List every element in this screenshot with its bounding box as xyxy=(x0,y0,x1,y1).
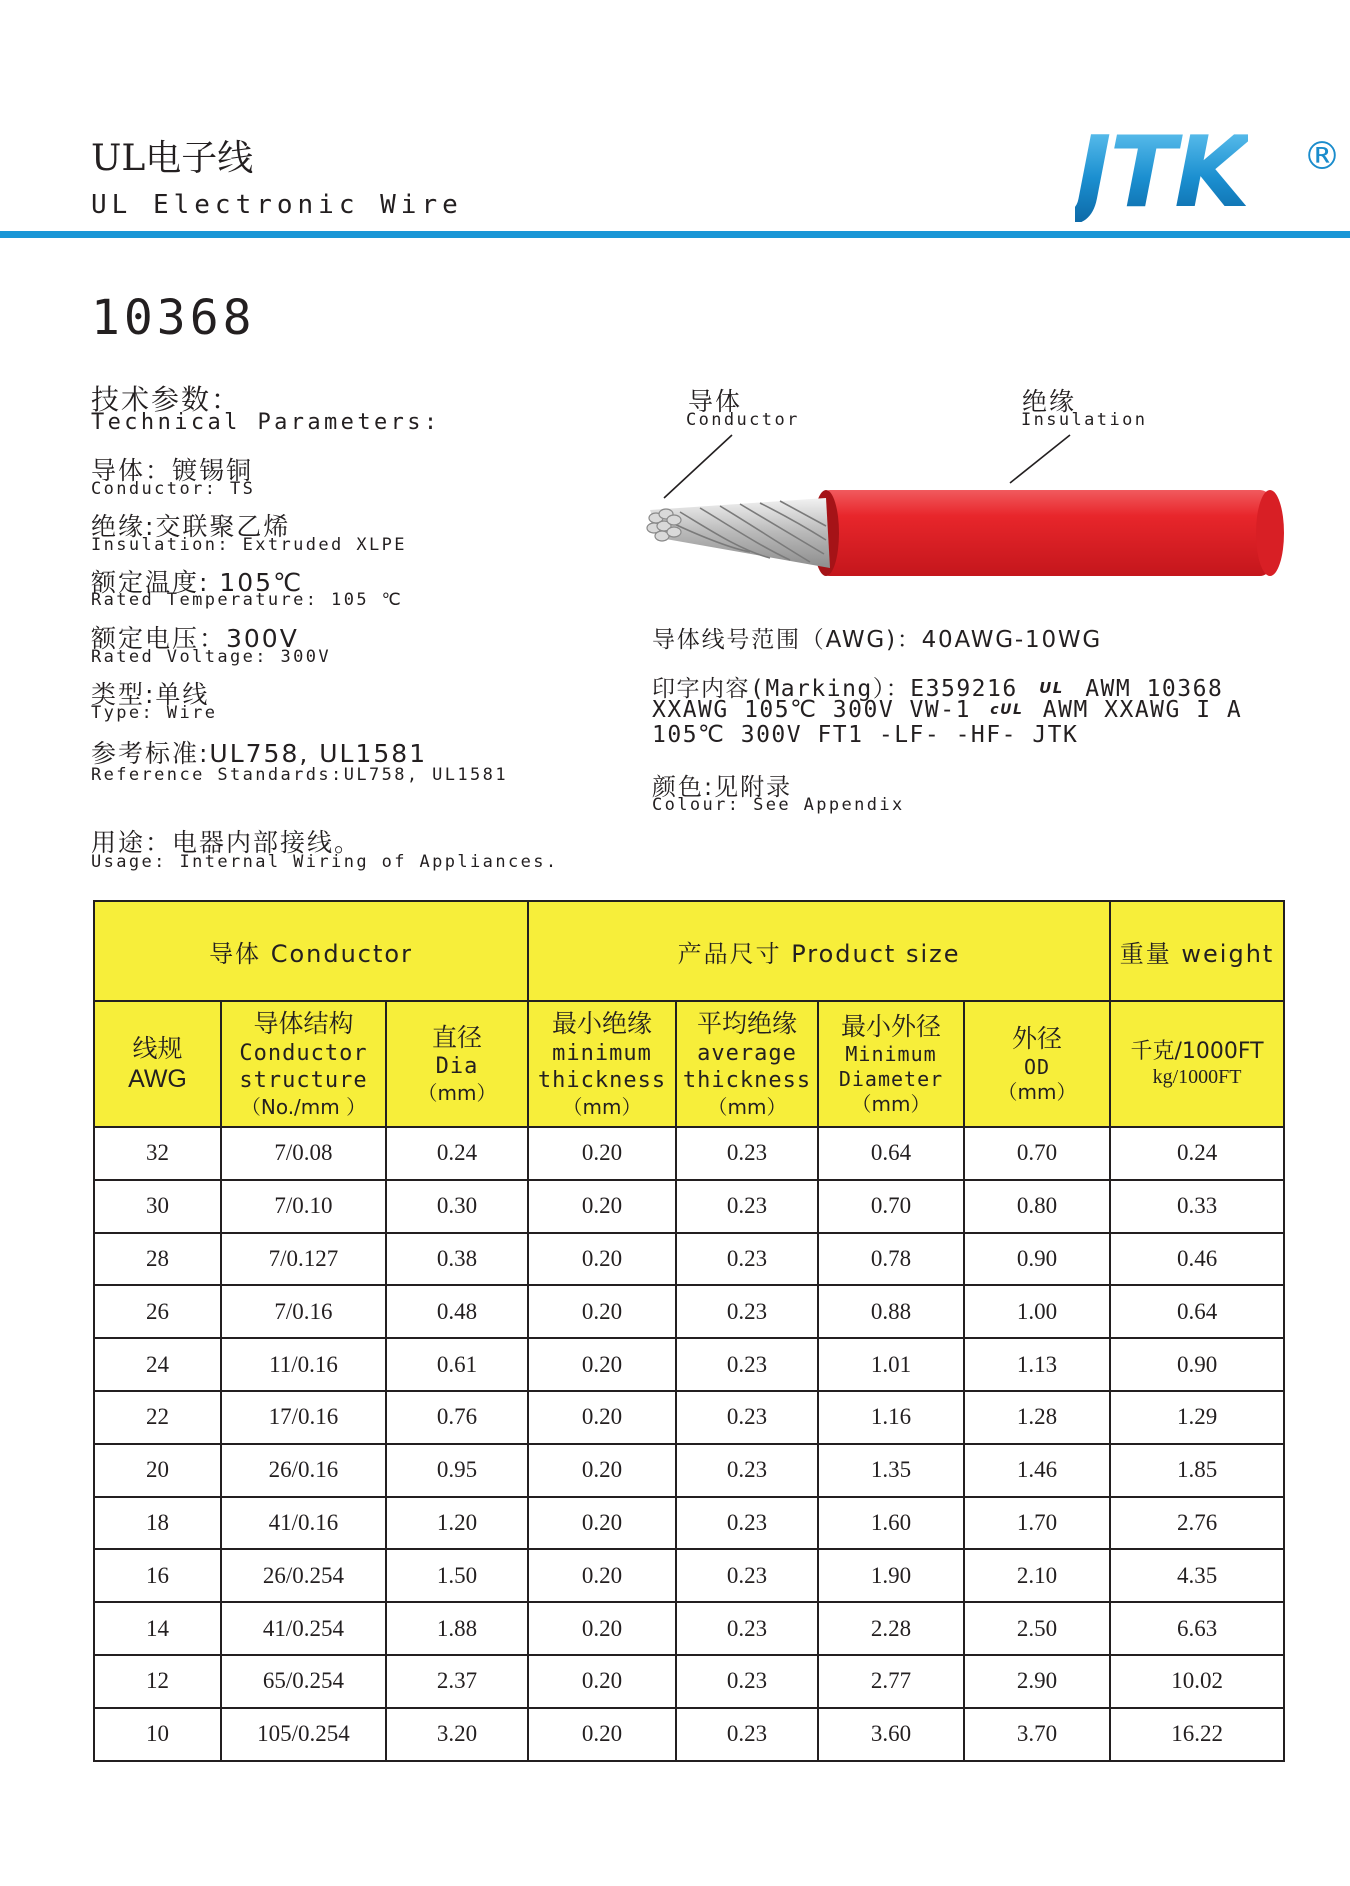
table-row xyxy=(94,1549,1284,1602)
table-row xyxy=(94,1391,1284,1444)
page-title-en: UL Electronic Wire xyxy=(91,190,463,220)
cell-od: 0.90 xyxy=(964,1233,1110,1286)
colour-en: Colour: See Appendix xyxy=(652,795,905,815)
cell-awg: 16 xyxy=(94,1549,221,1602)
marking-line-3: 105℃ 300V FT1 -LF- -HF- JTK xyxy=(652,722,1079,748)
cell-min-diameter: 1.01 xyxy=(818,1338,964,1391)
cell-structure: 105/0.254 xyxy=(221,1708,386,1761)
param-temperature-en: Rated Temperature: 105 ℃ xyxy=(91,590,404,610)
cell-min-diameter: 2.77 xyxy=(818,1655,964,1708)
param-standards-cn: 参考标准:UL758, UL1581 xyxy=(91,739,428,768)
cell-awg: 18 xyxy=(94,1497,221,1550)
params-heading-cn: 技术参数： xyxy=(91,383,242,416)
insulation-jacket xyxy=(813,490,1284,576)
col-dia-en: Dia xyxy=(435,1054,479,1080)
cell-structure: 7/0.08 xyxy=(221,1127,386,1180)
cell-structure: 17/0.16 xyxy=(221,1391,386,1444)
col-min-en2: thickness xyxy=(537,1068,667,1094)
cell-weight: 0.46 xyxy=(1110,1233,1284,1286)
param-conductor-en: Conductor: TS xyxy=(91,479,256,499)
col-structure-en1: Conductor xyxy=(239,1040,368,1066)
cell-awg: 12 xyxy=(94,1655,221,1708)
table-row xyxy=(94,1655,1284,1708)
param-type-cn: 类型:单线 xyxy=(91,680,210,709)
col-min-thickness xyxy=(528,1001,676,1127)
diagram-conductor-label-en: Conductor xyxy=(686,410,800,430)
group-conductor: 导体 Conductor xyxy=(94,901,528,1001)
cell-min-thickness: 0.20 xyxy=(528,1497,676,1550)
cell-weight: 10.02 xyxy=(1110,1655,1284,1708)
cell-avg-thickness: 0.23 xyxy=(676,1497,818,1550)
group-product-size: 产品尺寸 Product size xyxy=(528,901,1110,1001)
conductor-strands xyxy=(647,498,830,568)
cell-awg: 28 xyxy=(94,1233,221,1286)
cell-avg-thickness: 0.23 xyxy=(676,1127,818,1180)
cell-dia: 1.20 xyxy=(386,1497,528,1550)
cell-min-diameter: 1.90 xyxy=(818,1549,964,1602)
cell-weight: 6.63 xyxy=(1110,1602,1284,1655)
table-column-header xyxy=(94,1001,1284,1127)
col-dia xyxy=(386,1001,528,1127)
table-row xyxy=(94,1708,1284,1761)
cell-avg-thickness: 0.23 xyxy=(676,1180,818,1233)
cell-awg: 24 xyxy=(94,1338,221,1391)
cell-structure: 26/0.16 xyxy=(221,1444,386,1497)
diagram-conductor-label-cn: 导体 xyxy=(688,387,743,416)
cell-structure: 7/0.127 xyxy=(221,1233,386,1286)
cell-od: 2.50 xyxy=(964,1602,1110,1655)
marking-line-2-awm: AWM XXAWG I A xyxy=(1042,697,1243,723)
cell-avg-thickness: 0.23 xyxy=(676,1285,818,1338)
table-row xyxy=(94,1444,1284,1497)
cell-structure: 11/0.16 xyxy=(221,1338,386,1391)
table-row xyxy=(94,1285,1284,1338)
cell-awg: 10 xyxy=(94,1708,221,1761)
cell-min-thickness: 0.20 xyxy=(528,1180,676,1233)
table-row xyxy=(94,1497,1284,1550)
cell-od: 1.28 xyxy=(964,1391,1110,1444)
cul-mark-icon: cUL xyxy=(990,702,1024,718)
cell-min-diameter: 0.78 xyxy=(818,1233,964,1286)
col-avg-en1: average xyxy=(697,1040,797,1066)
param-temperature-cn: 额定温度: 105℃ xyxy=(91,568,304,597)
cell-dia: 2.37 xyxy=(386,1655,528,1708)
col-dia-cn: 直径 xyxy=(432,1023,483,1053)
marking-line-2 xyxy=(652,697,1242,723)
cell-weight: 1.85 xyxy=(1110,1444,1284,1497)
cell-min-diameter: 0.88 xyxy=(818,1285,964,1338)
param-voltage-cn: 额定电压：300V xyxy=(91,624,299,653)
cell-min-thickness: 0.20 xyxy=(528,1127,676,1180)
header-divider xyxy=(0,231,1350,238)
cell-avg-thickness: 0.23 xyxy=(676,1549,818,1602)
cell-min-diameter: 1.35 xyxy=(818,1444,964,1497)
cell-structure: 7/0.10 xyxy=(221,1180,386,1233)
spec-table xyxy=(93,900,1285,1762)
cell-awg: 32 xyxy=(94,1127,221,1180)
cell-od: 2.90 xyxy=(964,1655,1110,1708)
cell-min-thickness: 0.20 xyxy=(528,1285,676,1338)
col-avg-thickness xyxy=(676,1001,818,1127)
cell-structure: 65/0.254 xyxy=(221,1655,386,1708)
table-row xyxy=(94,1602,1284,1655)
cell-dia: 0.76 xyxy=(386,1391,528,1444)
col-mindia-en2: Diameter xyxy=(838,1067,944,1092)
cell-min-thickness: 0.20 xyxy=(528,1338,676,1391)
cell-weight: 0.24 xyxy=(1110,1127,1284,1180)
col-weight-cn: 千克/1000FT xyxy=(1130,1038,1264,1064)
col-min-unit: （mm） xyxy=(562,1094,642,1119)
col-structure xyxy=(221,1001,386,1127)
col-od-en: OD xyxy=(1023,1054,1051,1079)
cell-weight: 4.35 xyxy=(1110,1549,1284,1602)
cell-od: 0.70 xyxy=(964,1127,1110,1180)
param-standards-en: Reference Standards:UL758, UL1581 xyxy=(91,765,508,785)
col-min-en1: minimum xyxy=(552,1040,652,1066)
diagram-insulation-label-cn: 绝缘 xyxy=(1022,387,1077,416)
cell-avg-thickness: 0.23 xyxy=(676,1444,818,1497)
cell-avg-thickness: 0.23 xyxy=(676,1708,818,1761)
diagram-insulation-label-en: Insulation xyxy=(1021,410,1148,430)
cell-od: 1.00 xyxy=(964,1285,1110,1338)
cell-weight: 0.33 xyxy=(1110,1180,1284,1233)
param-type-en: Type: Wire xyxy=(91,703,218,723)
cell-weight: 0.90 xyxy=(1110,1338,1284,1391)
cell-min-diameter: 0.64 xyxy=(818,1127,964,1180)
cell-awg: 14 xyxy=(94,1602,221,1655)
param-insulation-en: Insulation: Extruded XLPE xyxy=(91,535,407,555)
col-avg-cn: 平均绝缘 xyxy=(697,1009,798,1039)
cell-dia: 0.61 xyxy=(386,1338,528,1391)
cell-structure: 41/0.16 xyxy=(221,1497,386,1550)
cell-avg-thickness: 0.23 xyxy=(676,1602,818,1655)
col-avg-unit: （mm） xyxy=(707,1094,787,1119)
cell-dia: 0.95 xyxy=(386,1444,528,1497)
col-mindia-cn: 最小外径 xyxy=(841,1011,942,1041)
col-structure-unit: （No./mm ） xyxy=(240,1094,367,1119)
col-avg-en2: thickness xyxy=(682,1068,812,1094)
cell-od: 2.10 xyxy=(964,1549,1110,1602)
col-od-cn: 外径 xyxy=(1012,1024,1063,1054)
table-row xyxy=(94,1338,1284,1391)
model-number: 10368 xyxy=(91,290,256,346)
table-body xyxy=(94,1127,1284,1761)
col-weight xyxy=(1110,1001,1284,1127)
cell-weight: 2.76 xyxy=(1110,1497,1284,1550)
cell-weight: 1.29 xyxy=(1110,1391,1284,1444)
col-structure-cn: 导体结构 xyxy=(253,1009,354,1039)
marking-line-2-text: XXAWG 105℃ 300V VW-1 xyxy=(652,697,971,723)
cell-min-diameter: 3.60 xyxy=(818,1708,964,1761)
col-od-unit: （mm） xyxy=(997,1079,1077,1104)
usage-cn: 用途：电器内部接线。 xyxy=(91,828,362,857)
cell-min-diameter: 1.16 xyxy=(818,1391,964,1444)
params-heading-en: Technical Parameters: xyxy=(91,410,441,435)
table-row xyxy=(94,1127,1284,1180)
cell-dia: 3.20 xyxy=(386,1708,528,1761)
cell-od: 1.46 xyxy=(964,1444,1110,1497)
cell-min-diameter: 0.70 xyxy=(818,1180,964,1233)
cell-structure: 41/0.254 xyxy=(221,1602,386,1655)
cell-min-diameter: 1.60 xyxy=(818,1497,964,1550)
cell-min-thickness: 0.20 xyxy=(528,1708,676,1761)
cell-min-thickness: 0.20 xyxy=(528,1391,676,1444)
insulation-leader-line xyxy=(1010,435,1070,483)
cell-dia: 0.48 xyxy=(386,1285,528,1338)
col-min-diameter xyxy=(818,1001,964,1127)
cell-dia: 1.50 xyxy=(386,1549,528,1602)
param-voltage-en: Rated Voltage: 300V xyxy=(91,647,332,667)
cell-avg-thickness: 0.23 xyxy=(676,1233,818,1286)
ul-mark-icon: UL xyxy=(1039,679,1064,697)
cell-weight: 0.64 xyxy=(1110,1285,1284,1338)
group-weight: 重量 weight xyxy=(1110,901,1284,1001)
conductor-leader-line xyxy=(664,435,732,498)
cell-dia: 0.24 xyxy=(386,1127,528,1180)
col-awg xyxy=(94,1001,221,1127)
registered-mark: ® xyxy=(1303,134,1341,178)
cell-od: 3.70 xyxy=(964,1708,1110,1761)
cell-min-diameter: 2.28 xyxy=(818,1602,964,1655)
cell-min-thickness: 0.20 xyxy=(528,1655,676,1708)
jtk-logo: JTK xyxy=(1075,116,1249,230)
marking-line-1-awm: AWM 10368 xyxy=(1085,676,1224,702)
marking-line-1-text: 印字内容(Marking）：E359216 xyxy=(652,676,1018,702)
col-min-cn: 最小绝缘 xyxy=(552,1009,653,1039)
cell-min-thickness: 0.20 xyxy=(528,1233,676,1286)
cell-od: 0.80 xyxy=(964,1180,1110,1233)
cell-weight: 16.22 xyxy=(1110,1708,1284,1761)
cell-structure: 7/0.16 xyxy=(221,1285,386,1338)
col-structure-en2: structure xyxy=(239,1068,368,1094)
cell-avg-thickness: 0.23 xyxy=(676,1338,818,1391)
wire-illustration xyxy=(640,380,1300,580)
awg-range: 导体线号范围（AWG)：40AWG-10WG xyxy=(652,627,1103,653)
col-od xyxy=(964,1001,1110,1127)
col-mindia-en1: Minimum xyxy=(845,1042,937,1067)
cell-avg-thickness: 0.23 xyxy=(676,1655,818,1708)
cell-min-thickness: 0.20 xyxy=(528,1602,676,1655)
cell-min-thickness: 0.20 xyxy=(528,1444,676,1497)
cell-dia: 1.88 xyxy=(386,1602,528,1655)
page-title-cn: UL电子线 xyxy=(91,138,254,179)
col-awg-en: AWG xyxy=(128,1065,187,1093)
usage-en: Usage: Internal Wiring of Appliances. xyxy=(91,852,559,872)
cell-awg: 22 xyxy=(94,1391,221,1444)
cell-structure: 26/0.254 xyxy=(221,1549,386,1602)
cell-avg-thickness: 0.23 xyxy=(676,1391,818,1444)
cell-awg: 26 xyxy=(94,1285,221,1338)
col-dia-unit: （mm） xyxy=(417,1080,497,1105)
cell-od: 1.13 xyxy=(964,1338,1110,1391)
cell-awg: 20 xyxy=(94,1444,221,1497)
colour-cn: 颜色:见附录 xyxy=(652,773,793,801)
param-insulation-cn: 绝缘:交联聚乙烯 xyxy=(91,512,291,541)
cell-dia: 0.30 xyxy=(386,1180,528,1233)
table-row xyxy=(94,1180,1284,1233)
col-weight-en: kg/1000FT xyxy=(1152,1066,1242,1089)
param-conductor-cn: 导体：镀锡铜 xyxy=(91,456,254,485)
cell-dia: 0.38 xyxy=(386,1233,528,1286)
col-mindia-unit: （mm） xyxy=(851,1092,931,1117)
cell-min-thickness: 0.20 xyxy=(528,1549,676,1602)
col-awg-cn: 线规 xyxy=(132,1033,183,1063)
cell-awg: 30 xyxy=(94,1180,221,1233)
cell-od: 1.70 xyxy=(964,1497,1110,1550)
table-row xyxy=(94,1233,1284,1286)
table-group-header xyxy=(94,901,1284,1001)
